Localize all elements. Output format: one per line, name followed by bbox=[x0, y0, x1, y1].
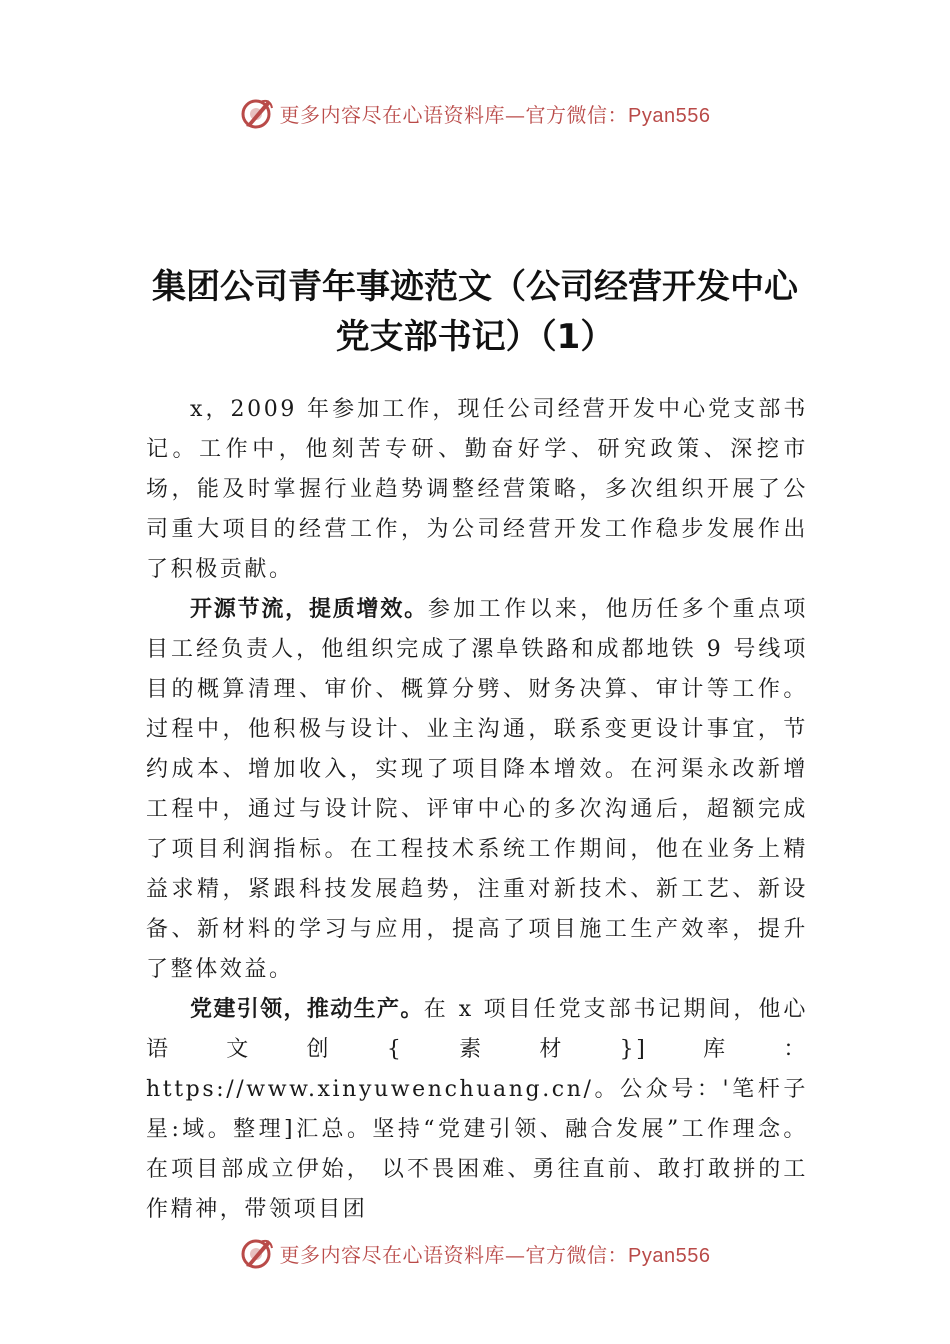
footer-wechat-account: Pyan556 bbox=[628, 1244, 711, 1267]
footer-banner bbox=[0, 1236, 950, 1270]
header-banner bbox=[0, 96, 950, 130]
header-banner-text: 更多内容尽在心语资料库—官方微信：Pyan556 bbox=[279, 102, 711, 127]
paragraph-party-building: 党建引领，推动生产。在 x 项目任党支部书记期间，他心语文创{素材}]库：https://www.xinyuwenchuang.cn/。公众号：'笔杆子星:域。整理]汇总。坚持“党建引领、融合发展”工作理念。在项目部成立伊始， 以不畏困难、勇往直前、敢打敢拼的工作精神，带领项目团 bbox=[146, 997, 808, 1222]
title-line-1: 集团公司青年事迹范文（公司经营开发中心 bbox=[152, 267, 798, 307]
paragraph-intro: x，2009 年参加工作，现任公司经营开发中心党支部书记。工作中，他刻苦专研、勤奋好学、研究政策、深挖市场，能及时掌握行业趋势调整经营策略，多次组织开展了公司重大项目的经营工作，为公司经营开发工作稳步发展作出了积极贡献。 bbox=[146, 397, 808, 582]
header-wechat-account: Pyan556 bbox=[628, 104, 711, 127]
title-line-2: 党支部书记）（1） bbox=[335, 317, 615, 357]
quill-seal-logo-icon bbox=[240, 96, 274, 130]
paragraph-open-source: 开源节流，提质增效。参加工作以来，他历任多个重点项目工经负责人，他组织完成了漯阜铁路和成都地铁 9 号线项目的概算清理、审价、概算分劈、财务决算、审计等工作。过程中，他积极与设计、业主沟通，联系变更设计事宜，节约成本、增加收入，实现了项目降本增效。在河渠永改新增工程中，通过与设计院、评审中心的多次沟通后，超额完成了项目利润指标。在工程技术系统工作期间，他在业务上精益求精，紧跟科技发展趋势，注重对新技术、新工艺、新设备、新材料的学习与应用，提高了项目施工生产效率，提升了整体效益。 bbox=[146, 597, 808, 982]
document-body bbox=[146, 390, 808, 1230]
paragraph-lead: 党建引领，推动生产。 bbox=[190, 997, 424, 1022]
document-title bbox=[100, 262, 850, 362]
footer-banner-text: 更多内容尽在心语资料库—官方微信：Pyan556 bbox=[279, 1242, 711, 1267]
quill-seal-logo-icon bbox=[240, 1236, 274, 1270]
paragraph-lead: 开源节流，提质增效。 bbox=[190, 597, 428, 622]
